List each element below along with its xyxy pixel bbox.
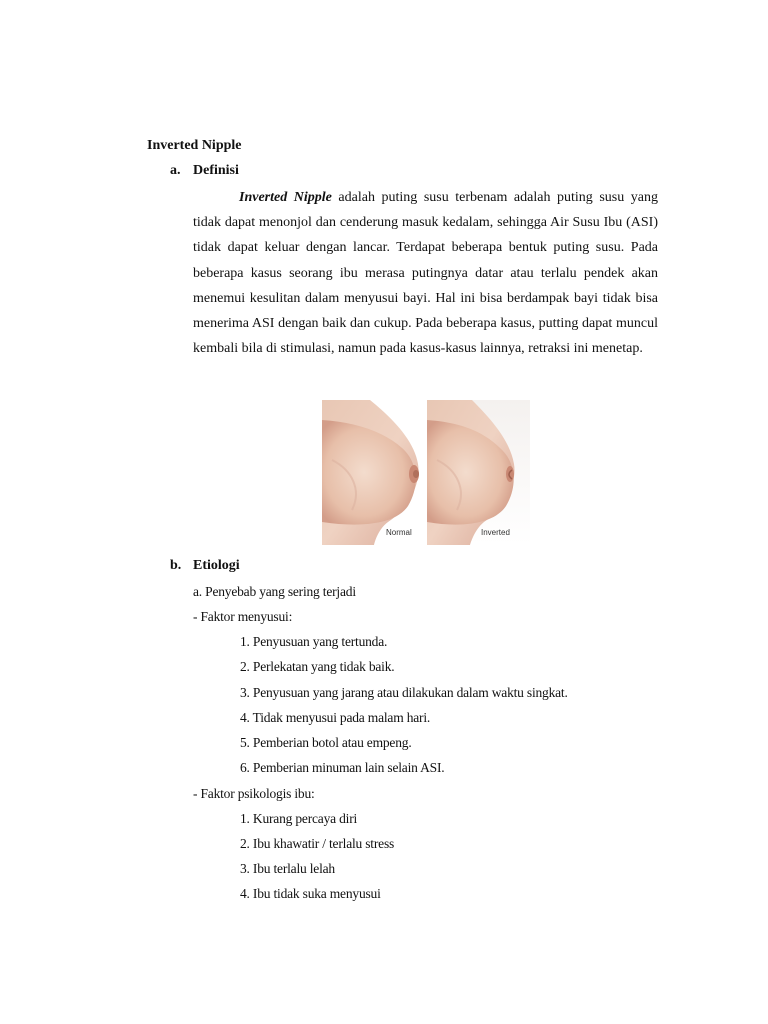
breast-illustration-image xyxy=(322,400,530,545)
cause-heading: a. Penyebab yang sering terjadi xyxy=(193,584,356,599)
section-a-title: Definisi xyxy=(193,163,239,178)
group2-heading: - Faktor psikologis ibu: xyxy=(193,786,315,801)
list-item: 3. Ibu terlalu lelah xyxy=(240,861,335,876)
list-item: 3. Penyusuan yang jarang atau dilakukan dalam waktu singkat. xyxy=(240,685,568,700)
definition-paragraph xyxy=(193,185,658,361)
list-item: 2. Ibu khawatir / terlalu stress xyxy=(240,836,395,851)
list-item: 4. Tidak menyusui pada malam hari. xyxy=(240,710,431,725)
nipple-comparison-illustration xyxy=(322,400,530,545)
list-item: 1. Penyusuan yang tertunda. xyxy=(240,634,388,649)
definition-term: Inverted Nipple xyxy=(239,190,332,205)
definition-text: adalah puting susu terbenam adalah puting susu yang tidak dapat menonjol dan cenderung masuk kedalam, sehingga Air Susu Ibu (ASI) tidak dapat keluar dengan lancar. Terdapat beberapa bentuk puting susu. Pada beberapa kasus seorang ibu merasa putingnya datar atau terlalu pendek akan menemui kesulitan dalam menyusui bayi. Hal ini bisa berdampak bayi tidak bisa menerima ASI dengan baik dan cukup. Pada beberapa kasus, putting dapat muncul kembali bila di stimulasi, namun pada kasus-kasus lainnya, retraksi ini menetap. xyxy=(193,190,658,357)
section-b-heading xyxy=(170,558,240,574)
list-item: 4. Ibu tidak suka menyusui xyxy=(240,886,381,901)
section-b-number: b. xyxy=(170,558,182,573)
section-a-heading xyxy=(170,163,239,179)
list-item: 1. Kurang percaya diri xyxy=(240,811,358,826)
page-title: Inverted Nipple xyxy=(147,138,242,153)
section-b-title: Etiologi xyxy=(193,558,240,573)
list-item: 5. Pemberian botol atau empeng. xyxy=(240,735,412,750)
list-item: 6. Pemberian minuman lain selain ASI. xyxy=(240,760,445,775)
section-a-number: a. xyxy=(170,163,181,178)
label-normal: Normal xyxy=(386,528,412,537)
label-inverted: Inverted xyxy=(481,528,510,537)
list-item: 2. Perlekatan yang tidak baik. xyxy=(240,659,395,674)
group1-heading: - Faktor menyusui: xyxy=(193,609,293,624)
